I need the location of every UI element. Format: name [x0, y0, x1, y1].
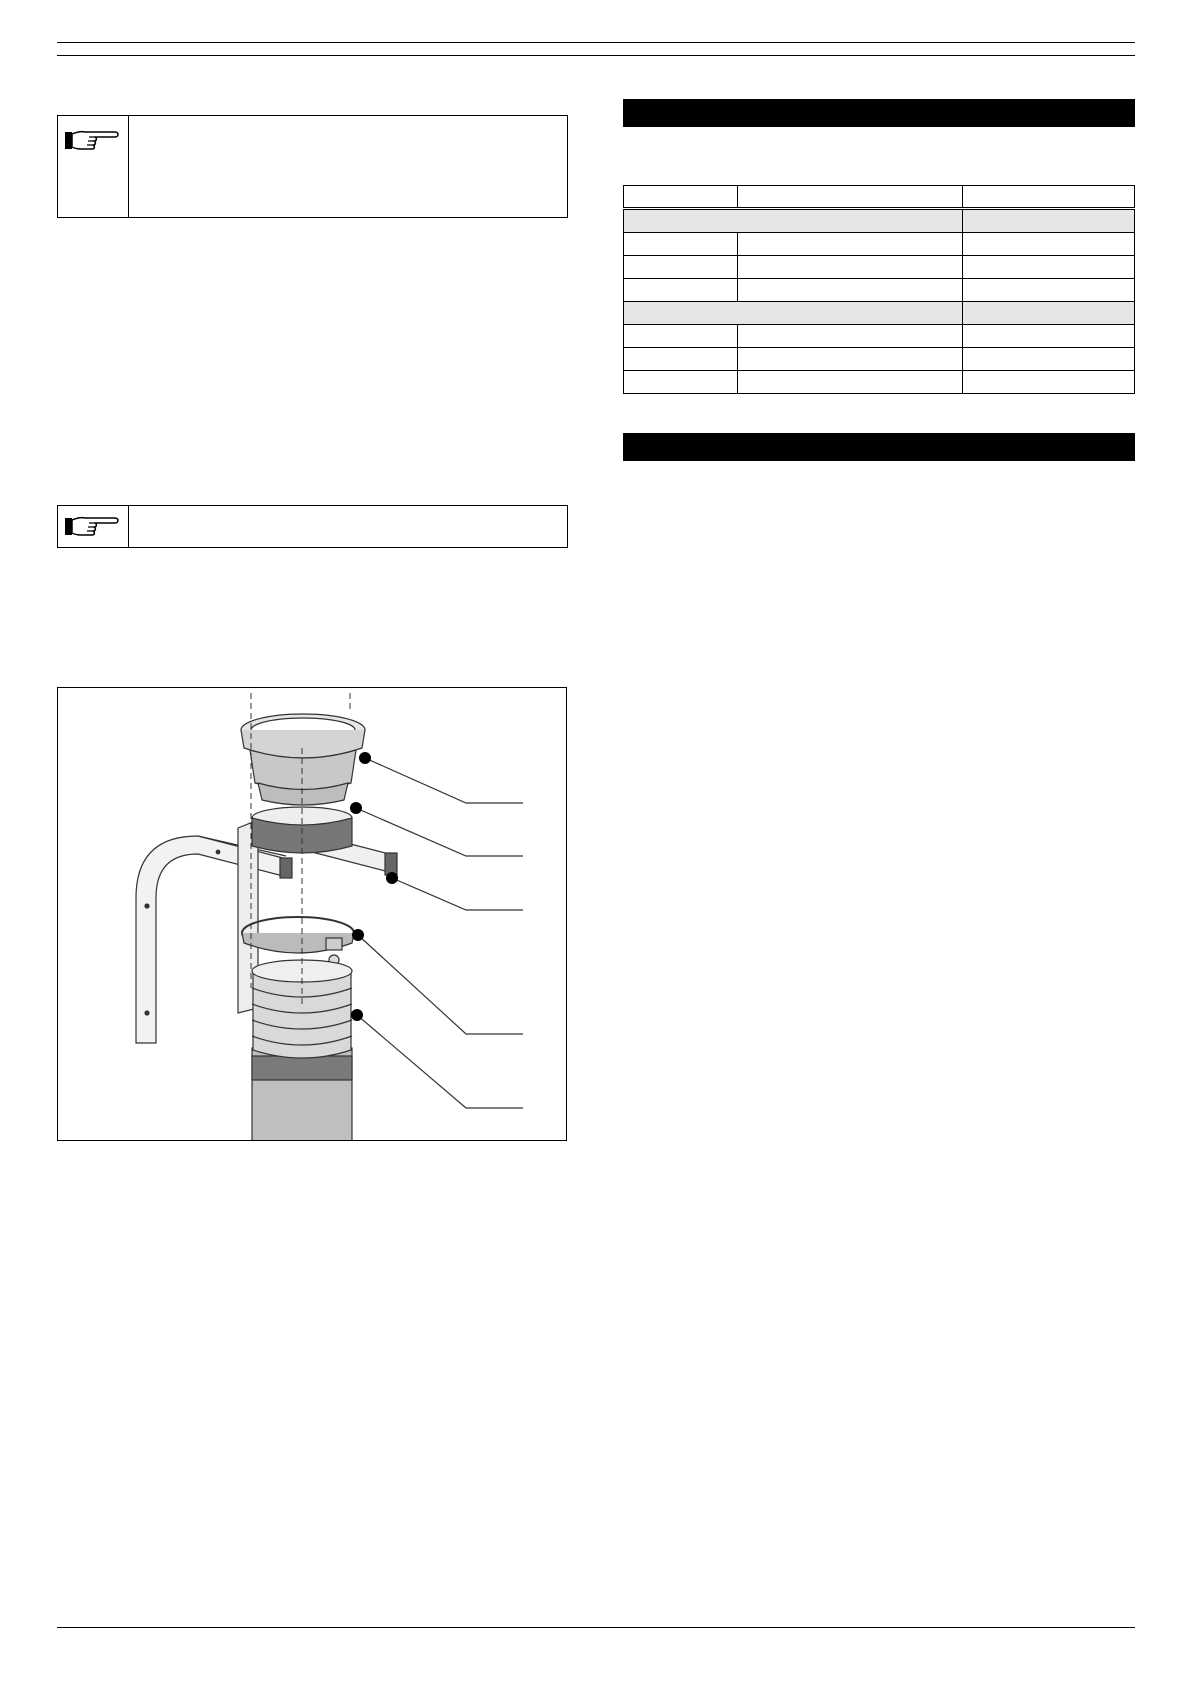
table-row — [624, 233, 1135, 256]
table-cell — [963, 256, 1135, 279]
table-cell — [737, 371, 963, 394]
table-row — [624, 279, 1135, 302]
table-group-row — [624, 209, 1135, 233]
note-icon-cell — [58, 506, 129, 547]
table-header-cell — [963, 186, 1135, 209]
callout-marker — [350, 802, 362, 814]
table-cell — [963, 348, 1135, 371]
table-cell — [737, 233, 963, 256]
table-cell — [624, 302, 963, 325]
header-rule-top — [57, 42, 1135, 43]
flange-part — [241, 714, 365, 805]
table-cell — [737, 348, 963, 371]
table-row — [624, 325, 1135, 348]
corrugated-hose — [252, 960, 352, 1141]
table-cell — [624, 209, 963, 233]
table-cell — [624, 348, 738, 371]
spec-table — [623, 185, 1135, 394]
table-header-cell — [737, 186, 963, 209]
table-cell — [963, 279, 1135, 302]
table-cell — [624, 233, 738, 256]
table-cell — [624, 279, 738, 302]
callout-marker — [352, 929, 364, 941]
header-rule-bottom — [57, 55, 1135, 56]
table-header-row — [624, 186, 1135, 209]
table-cell — [624, 325, 738, 348]
table-cell — [737, 279, 963, 302]
table-cell — [963, 233, 1135, 256]
table-cell — [963, 325, 1135, 348]
table-cell — [624, 256, 738, 279]
hose-clamp — [242, 917, 354, 965]
table-cell — [737, 256, 963, 279]
callout-marker — [386, 872, 398, 884]
table-row — [624, 348, 1135, 371]
table-cell — [963, 371, 1135, 394]
table-cell — [963, 209, 1135, 233]
assembly-drawing — [58, 688, 567, 1141]
section-heading-bar-2 — [623, 433, 1135, 461]
assembly-figure — [57, 687, 567, 1141]
table-cell — [737, 325, 963, 348]
note-box-1 — [57, 115, 568, 218]
table-row — [624, 371, 1135, 394]
pointing-hand-icon — [63, 126, 123, 156]
pointing-hand-icon — [63, 512, 123, 542]
section-heading-bar-1 — [623, 99, 1135, 127]
table-cell — [963, 302, 1135, 325]
footer-rule — [57, 1627, 1135, 1628]
note-box-2 — [57, 505, 568, 548]
table-header-cell — [624, 186, 738, 209]
callouts — [356, 758, 523, 1108]
table-cell — [624, 371, 738, 394]
table-group-row — [624, 302, 1135, 325]
note-icon-cell — [58, 116, 129, 217]
table-row — [624, 256, 1135, 279]
callout-marker — [351, 1009, 363, 1021]
callout-marker — [359, 752, 371, 764]
